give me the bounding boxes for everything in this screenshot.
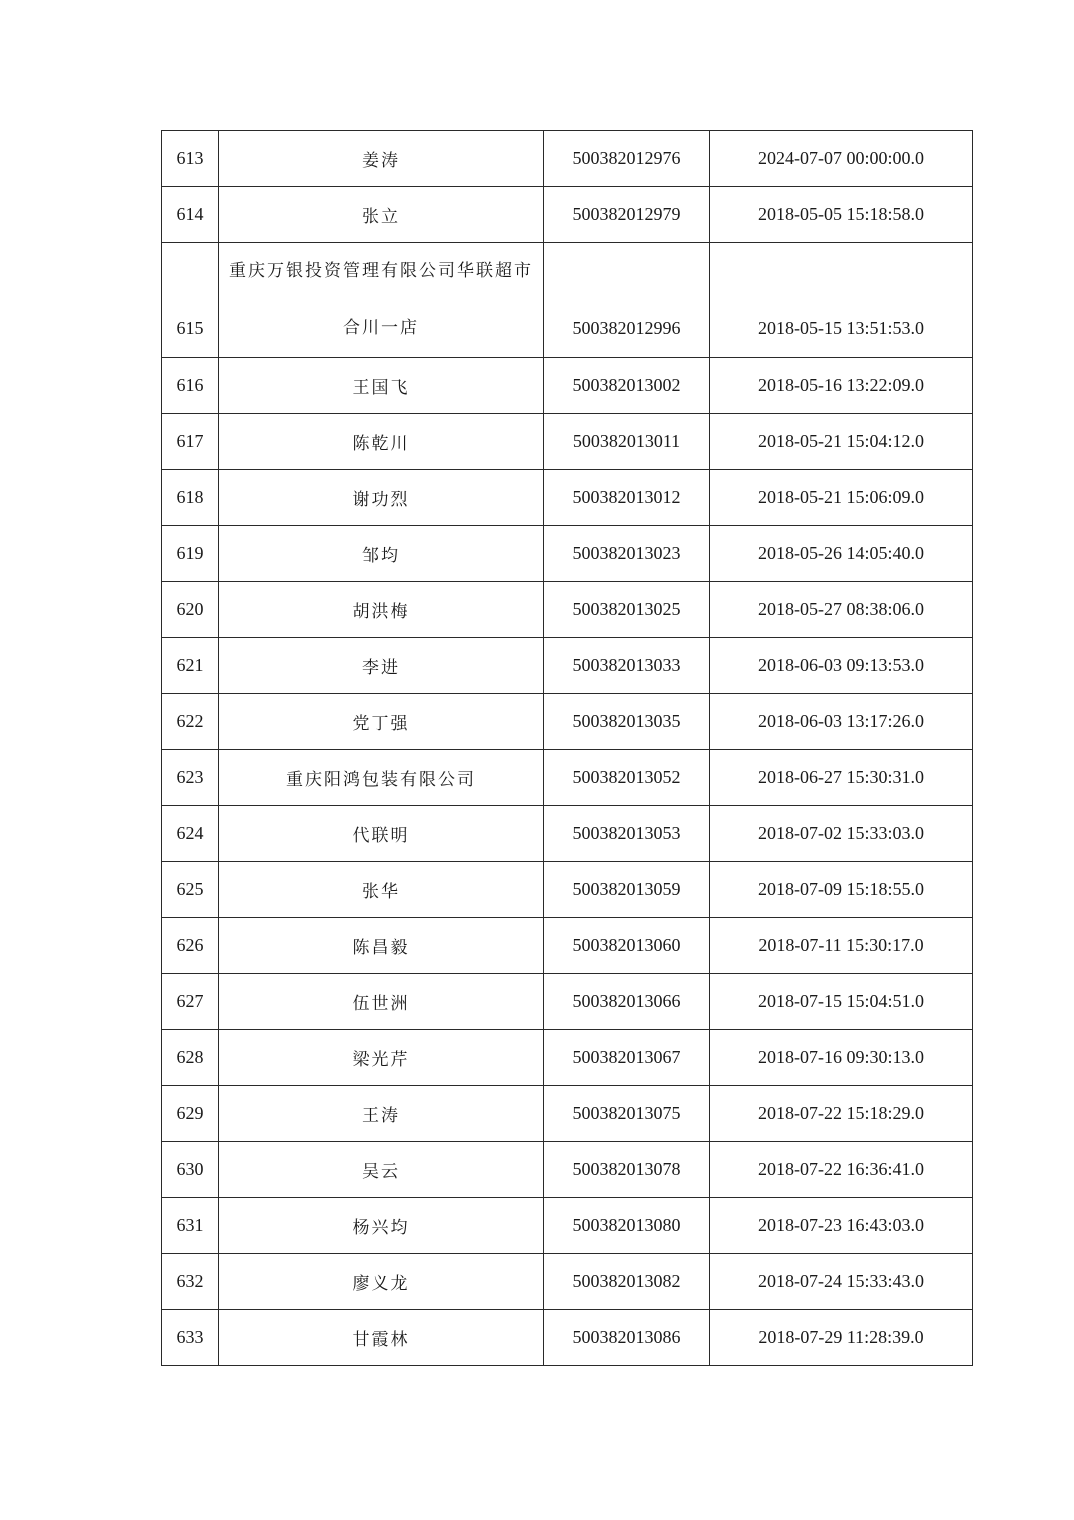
- row-number: 616: [162, 358, 219, 414]
- registration-date: 2018-05-16 13:22:09.0: [710, 358, 973, 414]
- table-row: [162, 974, 973, 1030]
- row-number: 633: [162, 1310, 219, 1366]
- row-number: 629: [162, 1086, 219, 1142]
- registration-date: 2018-05-05 15:18:58.0: [710, 187, 973, 243]
- table-row: [162, 358, 973, 414]
- row-number: 613: [162, 131, 219, 187]
- registration-code: 500382013035: [544, 694, 710, 750]
- table-row: [162, 187, 973, 243]
- registration-code: 500382012979: [544, 187, 710, 243]
- row-number: 628: [162, 1030, 219, 1086]
- entity-name: 王国飞: [219, 358, 544, 414]
- registration-code: 500382013078: [544, 1142, 710, 1198]
- registration-code: 500382013067: [544, 1030, 710, 1086]
- registration-date: 2018-05-27 08:38:06.0: [710, 582, 973, 638]
- row-number: 625: [162, 862, 219, 918]
- table-row: [162, 1310, 973, 1366]
- row-number: 631: [162, 1198, 219, 1254]
- entity-name: 张华: [219, 862, 544, 918]
- registration-date: 2018-07-02 15:33:03.0: [710, 806, 973, 862]
- entity-name: 张立: [219, 187, 544, 243]
- registration-date: 2018-07-22 16:36:41.0: [710, 1142, 973, 1198]
- table-row: [162, 750, 973, 806]
- registration-code: 500382013082: [544, 1254, 710, 1310]
- registration-date: 2018-05-15 13:51:53.0: [710, 243, 973, 358]
- entity-name: 吴云: [219, 1142, 544, 1198]
- entity-name: 李进: [219, 638, 544, 694]
- registration-code: 500382012996: [544, 243, 710, 358]
- registration-date: 2018-07-16 09:30:13.0: [710, 1030, 973, 1086]
- row-number: 630: [162, 1142, 219, 1198]
- registration-code: 500382013080: [544, 1198, 710, 1254]
- registration-code: 500382013052: [544, 750, 710, 806]
- registration-code: 500382013033: [544, 638, 710, 694]
- row-number: 619: [162, 526, 219, 582]
- registration-code: 500382013023: [544, 526, 710, 582]
- entity-name: 代联明: [219, 806, 544, 862]
- registration-code: 500382013012: [544, 470, 710, 526]
- entity-name: 重庆阳鸿包装有限公司: [219, 750, 544, 806]
- registration-code: 500382013059: [544, 862, 710, 918]
- registration-code: 500382012976: [544, 131, 710, 187]
- table-row: [162, 1254, 973, 1310]
- table-row: [162, 862, 973, 918]
- entity-name: 姜涛: [219, 131, 544, 187]
- entity-name-line-1: 重庆万银投资管理有限公司华联超市: [229, 261, 533, 281]
- registration-code: 500382013025: [544, 582, 710, 638]
- entity-name: [219, 243, 544, 358]
- table-row: [162, 582, 973, 638]
- table-row: [162, 638, 973, 694]
- registry-table: [161, 130, 973, 1366]
- entity-name: 胡洪梅: [219, 582, 544, 638]
- registration-date: 2018-05-26 14:05:40.0: [710, 526, 973, 582]
- registration-date: 2018-06-27 15:30:31.0: [710, 750, 973, 806]
- registration-code: 500382013053: [544, 806, 710, 862]
- table-row: [162, 694, 973, 750]
- table-row: [162, 806, 973, 862]
- registration-date: 2018-07-15 15:04:51.0: [710, 974, 973, 1030]
- registration-date: 2018-05-21 15:06:09.0: [710, 470, 973, 526]
- row-number: 617: [162, 414, 219, 470]
- registration-code: 500382013075: [544, 1086, 710, 1142]
- row-number: 621: [162, 638, 219, 694]
- entity-name: 伍世洲: [219, 974, 544, 1030]
- row-number: 615: [162, 243, 219, 358]
- registration-code: 500382013011: [544, 414, 710, 470]
- row-number: 624: [162, 806, 219, 862]
- registration-code: 500382013060: [544, 918, 710, 974]
- entity-name: 陈乾川: [219, 414, 544, 470]
- entity-name-line-2: 合川一店: [343, 318, 419, 338]
- table-row: [162, 243, 973, 358]
- registration-date: 2018-06-03 09:13:53.0: [710, 638, 973, 694]
- table-row: [162, 131, 973, 187]
- table-row: [162, 1142, 973, 1198]
- registration-date: 2018-07-09 15:18:55.0: [710, 862, 973, 918]
- entity-name: 邹均: [219, 526, 544, 582]
- table-row: [162, 1086, 973, 1142]
- entity-name: 廖义龙: [219, 1254, 544, 1310]
- registration-date: 2024-07-07 00:00:00.0: [710, 131, 973, 187]
- row-number: 627: [162, 974, 219, 1030]
- row-number: 618: [162, 470, 219, 526]
- table-row: [162, 1198, 973, 1254]
- registration-date: 2018-07-29 11:28:39.0: [710, 1310, 973, 1366]
- row-number: 620: [162, 582, 219, 638]
- registration-date: 2018-07-24 15:33:43.0: [710, 1254, 973, 1310]
- table-row: [162, 470, 973, 526]
- entity-name: 杨兴均: [219, 1198, 544, 1254]
- entity-name: 陈昌毅: [219, 918, 544, 974]
- registration-code: 500382013002: [544, 358, 710, 414]
- entity-name: 王涛: [219, 1086, 544, 1142]
- registration-code: 500382013086: [544, 1310, 710, 1366]
- row-number: 626: [162, 918, 219, 974]
- row-number: 614: [162, 187, 219, 243]
- row-number: 632: [162, 1254, 219, 1310]
- table-body: [162, 131, 973, 1366]
- entity-name: 梁光芹: [219, 1030, 544, 1086]
- registration-date: 2018-07-23 16:43:03.0: [710, 1198, 973, 1254]
- registration-date: 2018-06-03 13:17:26.0: [710, 694, 973, 750]
- registration-date: 2018-07-22 15:18:29.0: [710, 1086, 973, 1142]
- table-row: [162, 918, 973, 974]
- entity-name: 党丁强: [219, 694, 544, 750]
- entity-name: 甘霞林: [219, 1310, 544, 1366]
- table-row: [162, 526, 973, 582]
- registration-date: 2018-05-21 15:04:12.0: [710, 414, 973, 470]
- row-number: 622: [162, 694, 219, 750]
- registration-code: 500382013066: [544, 974, 710, 1030]
- registration-date: 2018-07-11 15:30:17.0: [710, 918, 973, 974]
- table-row: [162, 414, 973, 470]
- entity-name: 谢功烈: [219, 470, 544, 526]
- table-row: [162, 1030, 973, 1086]
- row-number: 623: [162, 750, 219, 806]
